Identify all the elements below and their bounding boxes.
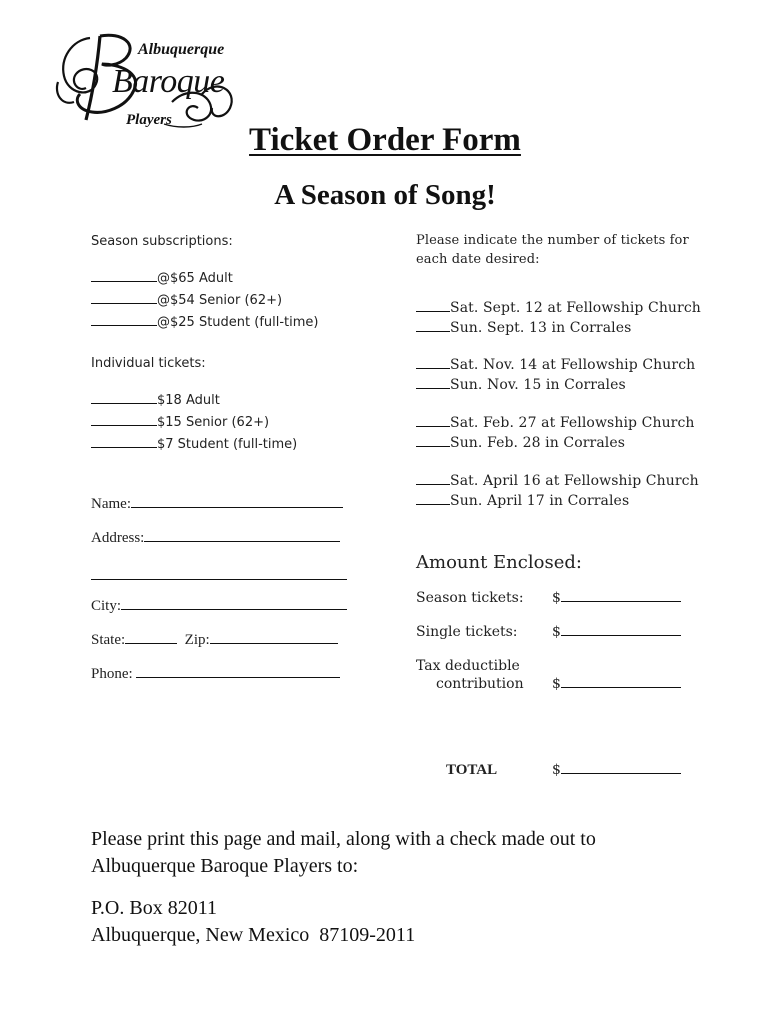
amount-input-line[interactable] xyxy=(561,686,681,688)
dates-instructions-line1: Please indicate the number of tickets for xyxy=(416,233,689,248)
address-input-line[interactable] xyxy=(144,540,340,542)
name-field[interactable]: Name: xyxy=(91,496,343,513)
date-item[interactable]: Sun. Nov. 15 in Corrales xyxy=(416,377,626,393)
quantity-blank[interactable] xyxy=(416,367,450,369)
name-input-line[interactable] xyxy=(131,506,343,508)
quantity-blank[interactable] xyxy=(416,483,450,485)
phone-field[interactable]: Phone: xyxy=(91,666,340,683)
season-option-senior[interactable]: @$54 Senior (62+) xyxy=(91,293,282,308)
mailing-address-line2: Albuquerque, New Mexico 87109-2011 xyxy=(91,924,416,946)
state-zip-field[interactable]: State: Zip: xyxy=(91,632,338,649)
season-tickets-amount[interactable]: $ xyxy=(552,590,681,606)
logo-line3: Players xyxy=(126,112,172,128)
city-input-line[interactable] xyxy=(121,608,347,610)
address-line-2-input[interactable] xyxy=(91,579,347,580)
amount-input-line[interactable] xyxy=(561,772,681,774)
state-input-line[interactable] xyxy=(125,642,177,644)
quantity-blank[interactable] xyxy=(416,387,450,389)
quantity-blank[interactable] xyxy=(91,280,157,282)
amount-input-line[interactable] xyxy=(561,600,681,602)
quantity-blank[interactable] xyxy=(91,446,157,448)
quantity-blank[interactable] xyxy=(91,302,157,304)
dates-instructions-line2: each date desired: xyxy=(416,252,540,267)
mail-instructions-line2: Albuquerque Baroque Players to: xyxy=(91,855,359,877)
quantity-blank[interactable] xyxy=(91,424,157,426)
logo-line1: Albuquerque xyxy=(138,41,225,58)
quantity-blank[interactable] xyxy=(416,330,450,332)
contribution-amount[interactable]: $ xyxy=(552,676,681,692)
mailing-address-line1: P.O. Box 82011 xyxy=(91,897,217,919)
single-tickets-label: Single tickets: xyxy=(416,624,518,640)
individual-option-student[interactable]: $7 Student (full-time) xyxy=(91,437,297,452)
season-option-student[interactable]: @$25 Student (full-time) xyxy=(91,315,319,330)
total-label: TOTAL xyxy=(446,762,498,778)
albuquerque-baroque-players-logo xyxy=(52,28,240,132)
date-item[interactable]: Sat. April 16 at Fellowship Church xyxy=(416,473,699,489)
amount-input-line[interactable] xyxy=(561,634,681,636)
individual-option-senior[interactable]: $15 Senior (62+) xyxy=(91,415,269,430)
mail-instructions-line1: Please print this page and mail, along with a check made out to xyxy=(91,828,596,850)
city-field[interactable]: City: xyxy=(91,598,347,615)
season-option-adult[interactable]: @$65 Adult xyxy=(91,271,233,286)
season-subscriptions-heading: Season subscriptions: xyxy=(91,234,233,249)
form-subtitle: A Season of Song! xyxy=(274,179,496,211)
date-item[interactable]: Sat. Feb. 27 at Fellowship Church xyxy=(416,415,695,431)
amount-enclosed-heading: Amount Enclosed: xyxy=(416,552,582,573)
phone-input-line[interactable] xyxy=(136,676,340,678)
date-item[interactable]: Sun. April 17 in Corrales xyxy=(416,493,629,509)
quantity-blank[interactable] xyxy=(416,445,450,447)
single-tickets-amount[interactable]: $ xyxy=(552,624,681,640)
quantity-blank[interactable] xyxy=(416,310,450,312)
quantity-blank[interactable] xyxy=(416,425,450,427)
date-item[interactable]: Sat. Nov. 14 at Fellowship Church xyxy=(416,357,695,373)
address-field[interactable]: Address: xyxy=(91,530,340,547)
tax-deductible-label-line2: contribution xyxy=(436,676,524,692)
tax-deductible-label-line1: Tax deductible xyxy=(416,658,520,674)
individual-tickets-heading: Individual tickets: xyxy=(91,356,206,371)
zip-input-line[interactable] xyxy=(210,642,338,644)
quantity-blank[interactable] xyxy=(416,503,450,505)
total-amount[interactable]: $ xyxy=(552,762,681,778)
quantity-blank[interactable] xyxy=(91,324,157,326)
quantity-blank[interactable] xyxy=(91,402,157,404)
date-item[interactable]: Sun. Sept. 13 in Corrales xyxy=(416,320,631,336)
date-item[interactable]: Sat. Sept. 12 at Fellowship Church xyxy=(416,300,701,316)
form-title: Ticket Order Form xyxy=(249,122,521,158)
individual-option-adult[interactable]: $18 Adult xyxy=(91,393,220,408)
season-tickets-label: Season tickets: xyxy=(416,590,524,606)
logo-line2: Baroque xyxy=(112,63,225,100)
date-item[interactable]: Sun. Feb. 28 in Corrales xyxy=(416,435,625,451)
